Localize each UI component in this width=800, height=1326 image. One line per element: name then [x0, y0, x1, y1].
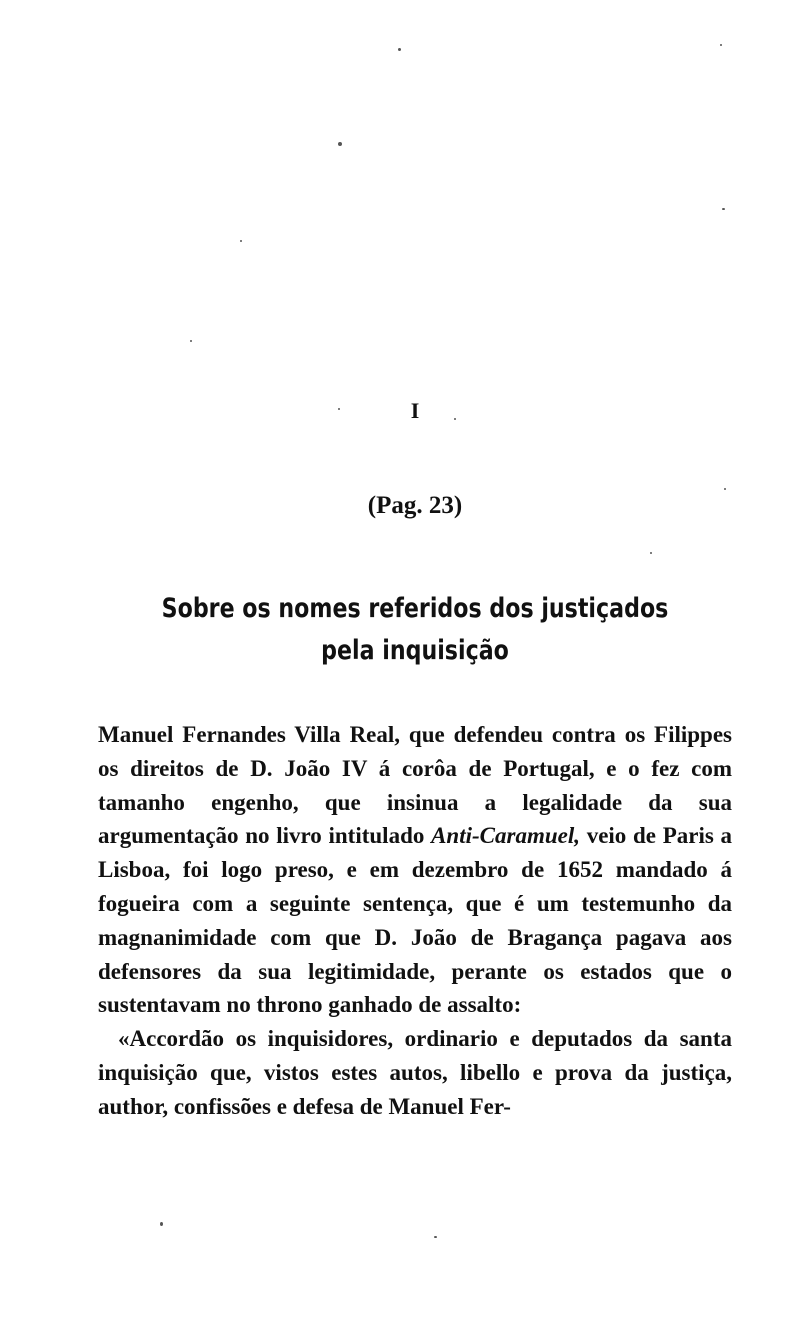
- heading-line-2: pela inquisição: [321, 635, 509, 666]
- speck: [338, 142, 342, 146]
- speck: [160, 1222, 163, 1226]
- speck: [724, 488, 726, 490]
- body-text: [98, 718, 732, 1124]
- speck: [398, 48, 401, 51]
- section-numeral: I: [410, 398, 420, 423]
- speck: [434, 1236, 437, 1238]
- speck: [190, 340, 192, 342]
- speck: [240, 240, 242, 242]
- speck: [650, 552, 652, 554]
- paragraph-2: «Accordão os inquisidores, ordinario e deputados da santa inquisição que, vistos estes autos, libello e prova da justiça, author, confissões e defesa de Manuel Fer-: [98, 1026, 732, 1119]
- speck: [338, 408, 340, 410]
- paragraph-1-text-b: veio de Paris a Lisboa, foi logo preso, e em dezembro de 1652 mandado á fogueira com a seguinte sentença, que é um testemunho da magnanimidade com que D. João de Bragança pagava aos defensores da sua legitimidade, perante os estados que o sustentavam no throno ganhado de assalto:: [98, 823, 732, 1018]
- paragraph-1: [98, 718, 732, 1022]
- speck: [720, 44, 722, 46]
- speck: [722, 208, 725, 210]
- paragraph-1-text-a: Manuel Fernandes Villa Real, que defendeu contra os Filippes os direitos de D. João IV á corôa de Portugal, e o fez com tamanho engenho, que insinua a legalidade da sua argumentação no livro intitulado: [98, 722, 732, 849]
- page-reference: (Pag. 23): [367, 492, 463, 519]
- speck: [454, 418, 456, 420]
- section-heading: [157, 588, 674, 672]
- heading-line-1: Sobre os nomes referidos dos justiçados: [161, 593, 669, 624]
- book-title-italic: Anti-Caramuel,: [431, 823, 580, 849]
